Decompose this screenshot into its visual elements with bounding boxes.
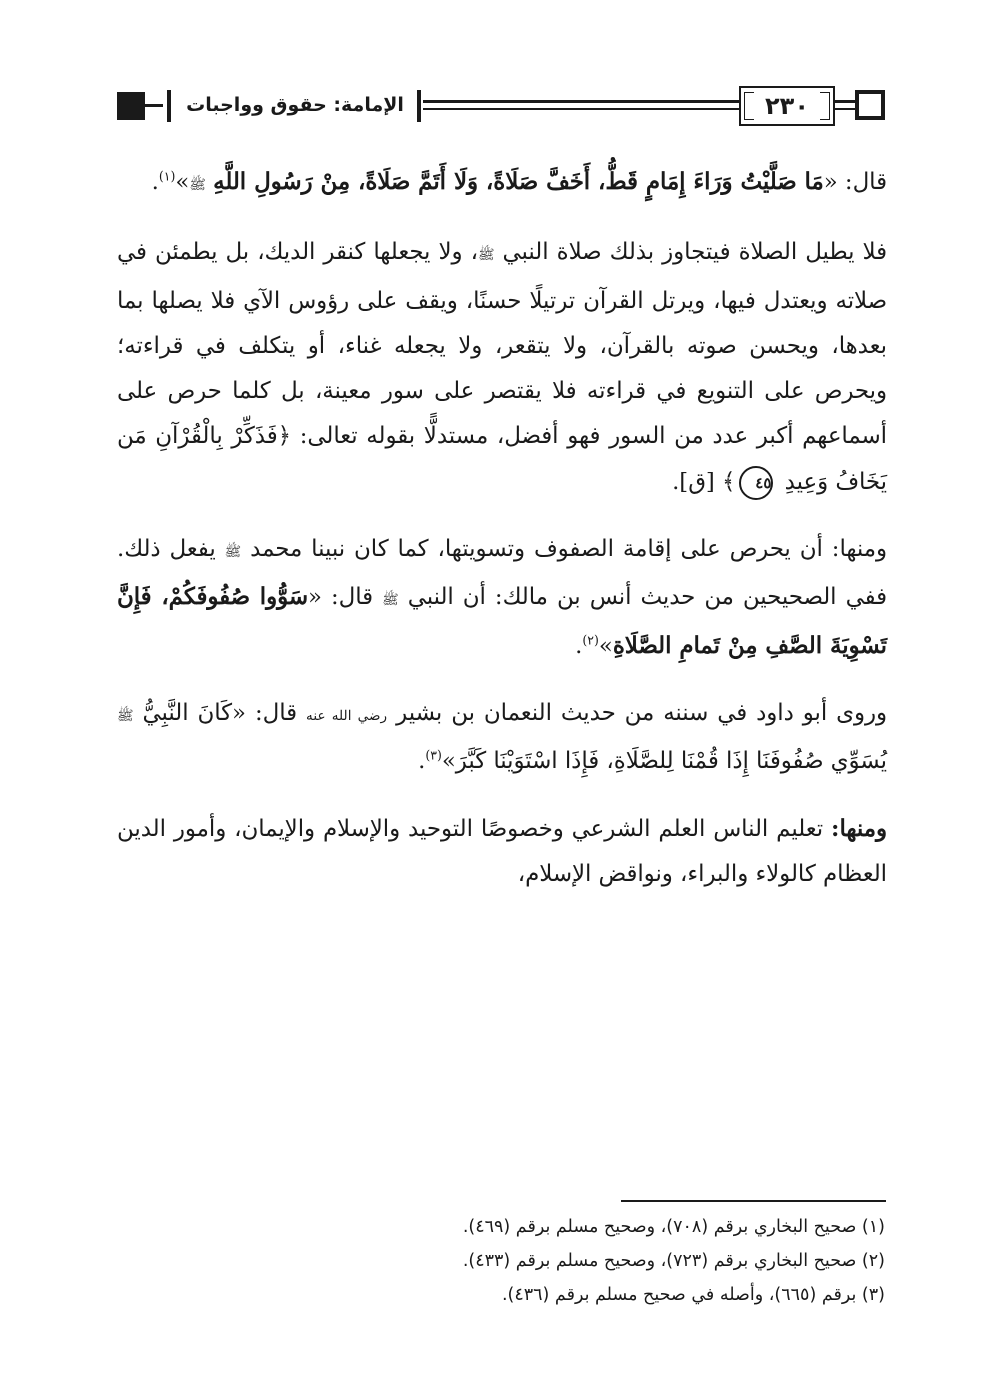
text: ومنها: أن يحرص على إقامة الصفوف وتسويتها، كما كان نبينا محمد bbox=[250, 536, 888, 563]
footnote-ref[interactable]: (١) bbox=[158, 168, 176, 184]
hadith-quote: كَانَ النَّبِيُّ bbox=[142, 699, 233, 726]
header-rule bbox=[143, 104, 163, 107]
footnote-separator bbox=[621, 1200, 886, 1202]
honorific-symbol: ﷺ bbox=[224, 544, 242, 561]
text: قال: « bbox=[823, 169, 887, 195]
paragraph-recitation bbox=[117, 230, 887, 505]
footnote-ref[interactable]: (٢) bbox=[582, 632, 599, 648]
paragraph-abu-dawud bbox=[117, 691, 887, 785]
header-left-square-ornament bbox=[117, 92, 145, 120]
hadith-quote: مَا صَلَّيْتُ وَرَاءَ إِمَامٍ قَطُّ، أَخَفَّ صَلَاةً، وَلَا أَتَمَّ صَلَاةً، مِنْ رَسُولِ اللَّهِ bbox=[213, 169, 824, 195]
text: . bbox=[418, 748, 426, 775]
header-right-square-ornament bbox=[855, 90, 885, 120]
text: » bbox=[175, 169, 190, 195]
text: تعليم الناس العلم الشرعي وخصوصًا التوحيد والإسلام والإيمان، وأمور الدين العظام كالولاء والبراء، ونواقض الإسلام، bbox=[117, 815, 887, 887]
ayah-bracket: ﴾ bbox=[722, 468, 736, 495]
honorific-symbol: ﷺ bbox=[117, 707, 134, 724]
paragraph-teaching bbox=[117, 807, 887, 898]
text: فلا يطيل الصلاة فيتجاوز بذلك صلاة النبي bbox=[502, 239, 888, 266]
header-rule bbox=[423, 100, 739, 103]
honorific-symbol: ﷺ bbox=[189, 177, 206, 193]
hadith-quote: سَوُّوا صُفُوفَكُمْ، فَإِنَّ تَسْوِيَةَ الصَّفِ مِنْ تَمامِ الصَّلَاةِ bbox=[117, 584, 887, 659]
running-title: الإمامة: حقوق وواجبات bbox=[177, 88, 413, 122]
footnote-ref[interactable]: (٣) bbox=[425, 747, 442, 763]
page-number: ٢٣٠ bbox=[765, 92, 809, 120]
header-rule bbox=[835, 108, 857, 110]
page-number-frame bbox=[739, 86, 835, 126]
header-bar-ornament bbox=[167, 90, 171, 122]
main-text bbox=[117, 160, 887, 919]
text: وروى أبو داود في سننه من حديث النعمان بن بشير bbox=[396, 699, 888, 726]
lead-word: ومنها: bbox=[831, 815, 887, 842]
text: » bbox=[441, 748, 456, 775]
text: قال: « bbox=[307, 584, 374, 611]
ayah-bracket: ﴿ bbox=[277, 423, 292, 450]
header-rule bbox=[423, 108, 739, 110]
honorific-symbol: ﷺ bbox=[382, 592, 399, 609]
ayah-number-marker: ٤٥ bbox=[739, 466, 773, 500]
footnote: (٢) صحيح البخاري برقم (٧٢٣)، وصحيح مسلم برقم (٤٣٣). bbox=[462, 1251, 885, 1271]
header-bar-ornament bbox=[417, 90, 421, 122]
text: قال: « bbox=[232, 699, 298, 726]
text: ، ولا يجعلها كنقر الديك، بل يطمئن في صلاته ويعتدل فيها، ويرتل القرآن ترتيلًا حسنًا، ويقف على رؤوس الآي فلا يصلها بما بعدها، ويحسن صوته بالقرآن، ولا يتقعر، ولا يجعله غناء، أو يتكلف في قراءته؛ ويحرص على التنويع في قراءته فلا يقتصر على سور معينة، بل كلما حرص على أسماعهم أكبر عدد من السور فهو أفضل، مستدلًّا بقوله تعالى: bbox=[117, 239, 887, 450]
surah-reference: [ق]. bbox=[672, 468, 715, 495]
running-header bbox=[117, 82, 885, 130]
honorific-symbol: ﷺ bbox=[477, 247, 495, 264]
footnote: (٣) برقم (٦٦٥)، وأصله في صحيح مسلم برقم (٤٣٦). bbox=[501, 1285, 885, 1305]
paragraph-rows bbox=[117, 527, 887, 669]
text: . bbox=[575, 632, 583, 659]
honorific-symbol: رضي الله عنه bbox=[306, 707, 388, 724]
footnotes bbox=[117, 1210, 885, 1312]
text: يفعل ذلك. ففي الصحيحين من حديث أنس بن مالك: أن النبي bbox=[117, 536, 887, 611]
header-rule bbox=[835, 100, 857, 103]
quran-verse: فَذَكِّرْ بِالْقُرْآنِ مَن يَخَافُ وَعِيدِ bbox=[117, 423, 887, 495]
paragraph-hadith-anas bbox=[117, 160, 887, 208]
text: . bbox=[151, 169, 159, 195]
footnote: (١) صحيح البخاري برقم (٧٠٨)، وصحيح مسلم برقم (٤٦٩). bbox=[462, 1217, 885, 1237]
text: » bbox=[598, 632, 613, 659]
hadith-quote: يُسَوِّي صُفُوفَنَا إِذَا قُمْنَا لِلصَّلَاةِ، فَإِذَا اسْتَوَيْنَا كَبَّرَ bbox=[455, 748, 887, 775]
